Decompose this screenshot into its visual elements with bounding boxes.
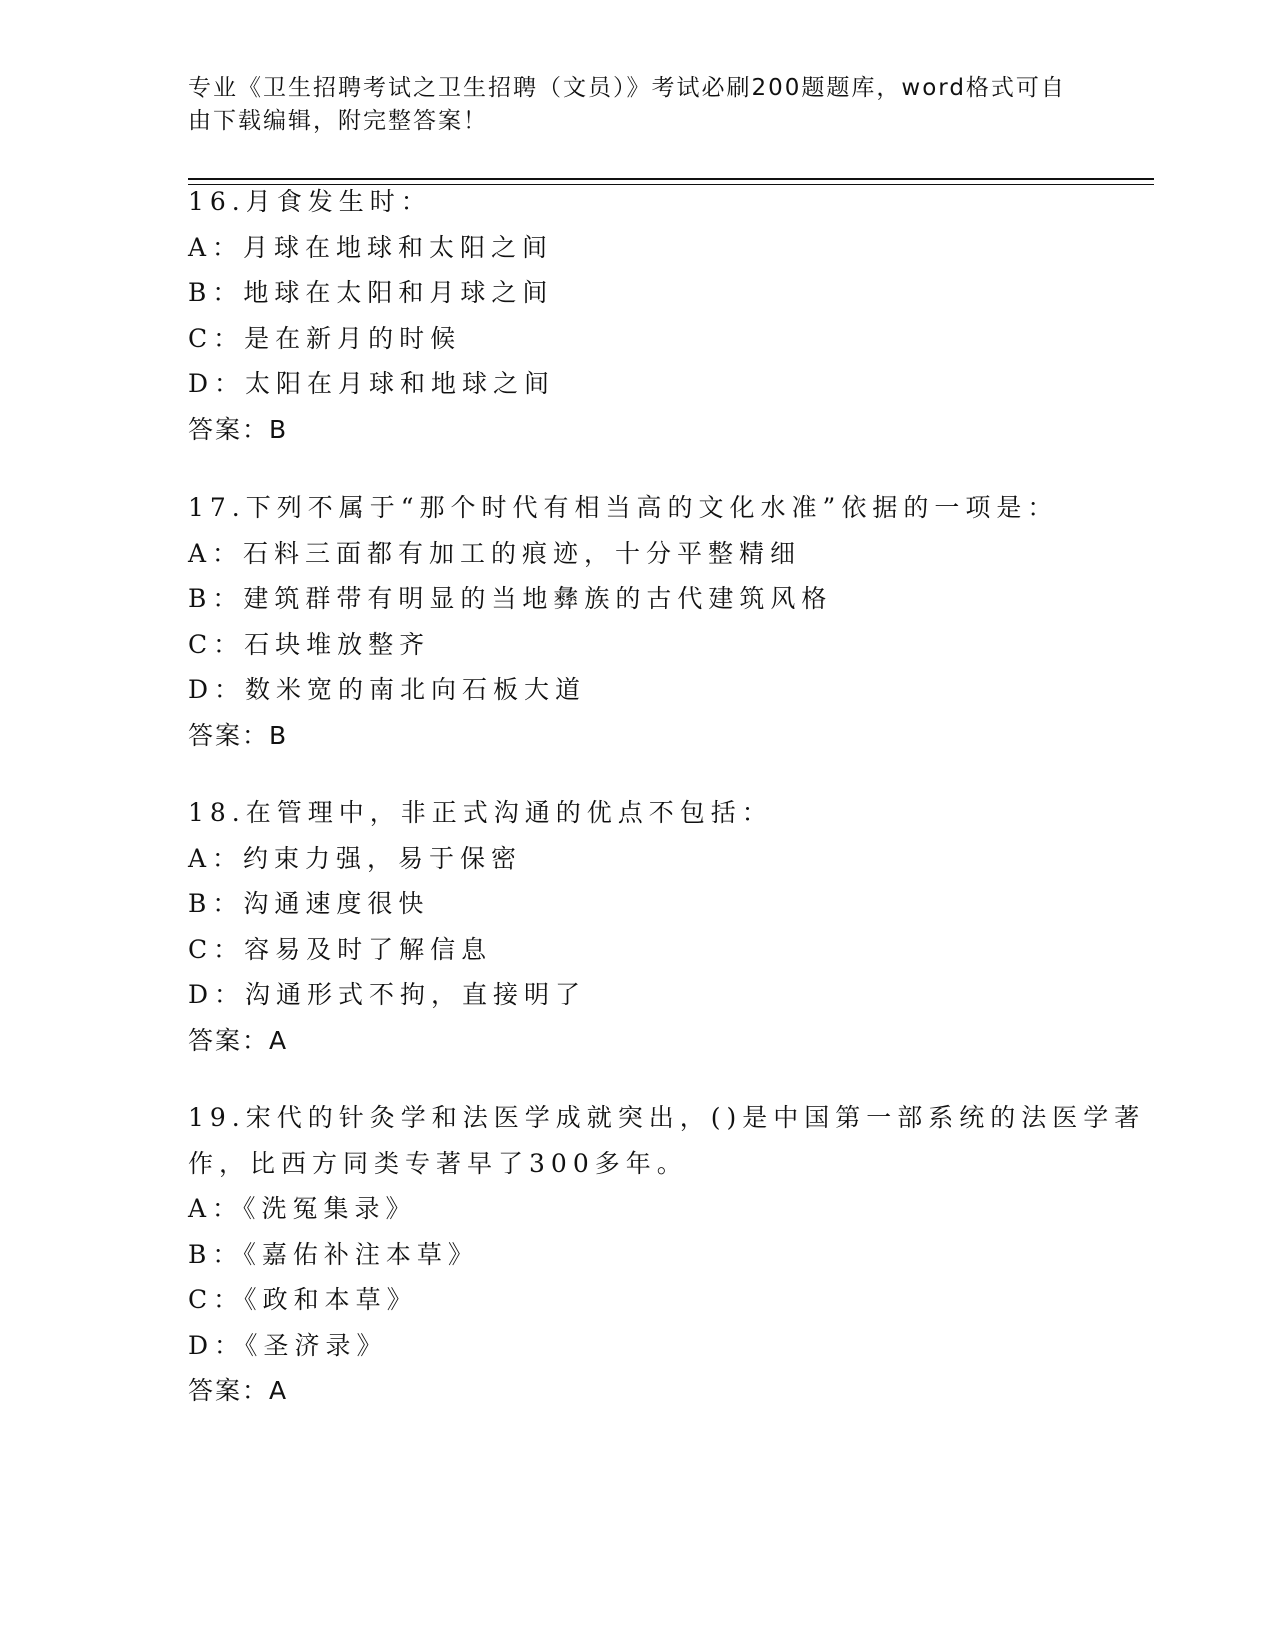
question-stem-line-1: 19.宋代的针灸学和法医学成就突出，()是中国第一部系统的法医学著 — [188, 1103, 1146, 1132]
option-a: A：约束力强，易于保密 — [188, 843, 523, 873]
answer-line: 答案：A — [188, 1025, 289, 1055]
option-c: C：《政和本草》 — [188, 1285, 418, 1314]
question-stem: 16.月食发生时： — [188, 187, 432, 216]
option-c: C：石块堆放整齐 — [188, 629, 431, 659]
option-a: A：石料三面都有加工的痕迹，十分平整精细 — [188, 538, 802, 568]
option-d: D：数米宽的南北向石板大道 — [188, 675, 587, 704]
option-b: B：地球在太阳和月球之间 — [188, 278, 554, 307]
header-line-2: 由下载编辑，附完整答案！ — [188, 108, 488, 134]
option-b: B：《嘉佑补注本草》 — [188, 1239, 479, 1269]
question-18 — [188, 790, 1088, 1063]
header-line-1: 专业《卫生招聘考试之卫生招聘（文员）》考试必刷200题题库，word格式可自 — [188, 75, 1066, 101]
question-stem: 18.在管理中，非正式沟通的优点不包括： — [188, 798, 773, 827]
option-d: D：《圣济录》 — [188, 1330, 388, 1360]
answer-line: 答案：A — [188, 1376, 289, 1405]
question-17 — [188, 485, 1088, 758]
answer-line: 答案：B — [188, 414, 289, 444]
question-16 — [188, 179, 1088, 452]
option-b: B：沟通速度很快 — [188, 889, 430, 918]
option-c: C：是在新月的时候 — [188, 323, 462, 353]
option-b: B：建筑群带有明显的当地彝族的古代建筑风格 — [188, 584, 833, 613]
option-c: C：容易及时了解信息 — [188, 934, 493, 964]
option-a: A：月球在地球和太阳之间 — [188, 232, 554, 262]
question-19 — [188, 1095, 1146, 1414]
option-d: D：沟通形式不拘，直接明了 — [188, 980, 587, 1009]
question-stem: 17.下列不属于“那个时代有相当高的文化水准”依据的一项是： — [188, 493, 1059, 522]
option-a: A：《洗冤集录》 — [188, 1194, 417, 1223]
document-header — [188, 72, 1088, 138]
question-stem-line-2: 作，比西方同类专著早了300多年。 — [188, 1148, 688, 1178]
option-d: D：太阳在月球和地球之间 — [188, 369, 556, 398]
answer-line: 答案：B — [188, 720, 289, 750]
